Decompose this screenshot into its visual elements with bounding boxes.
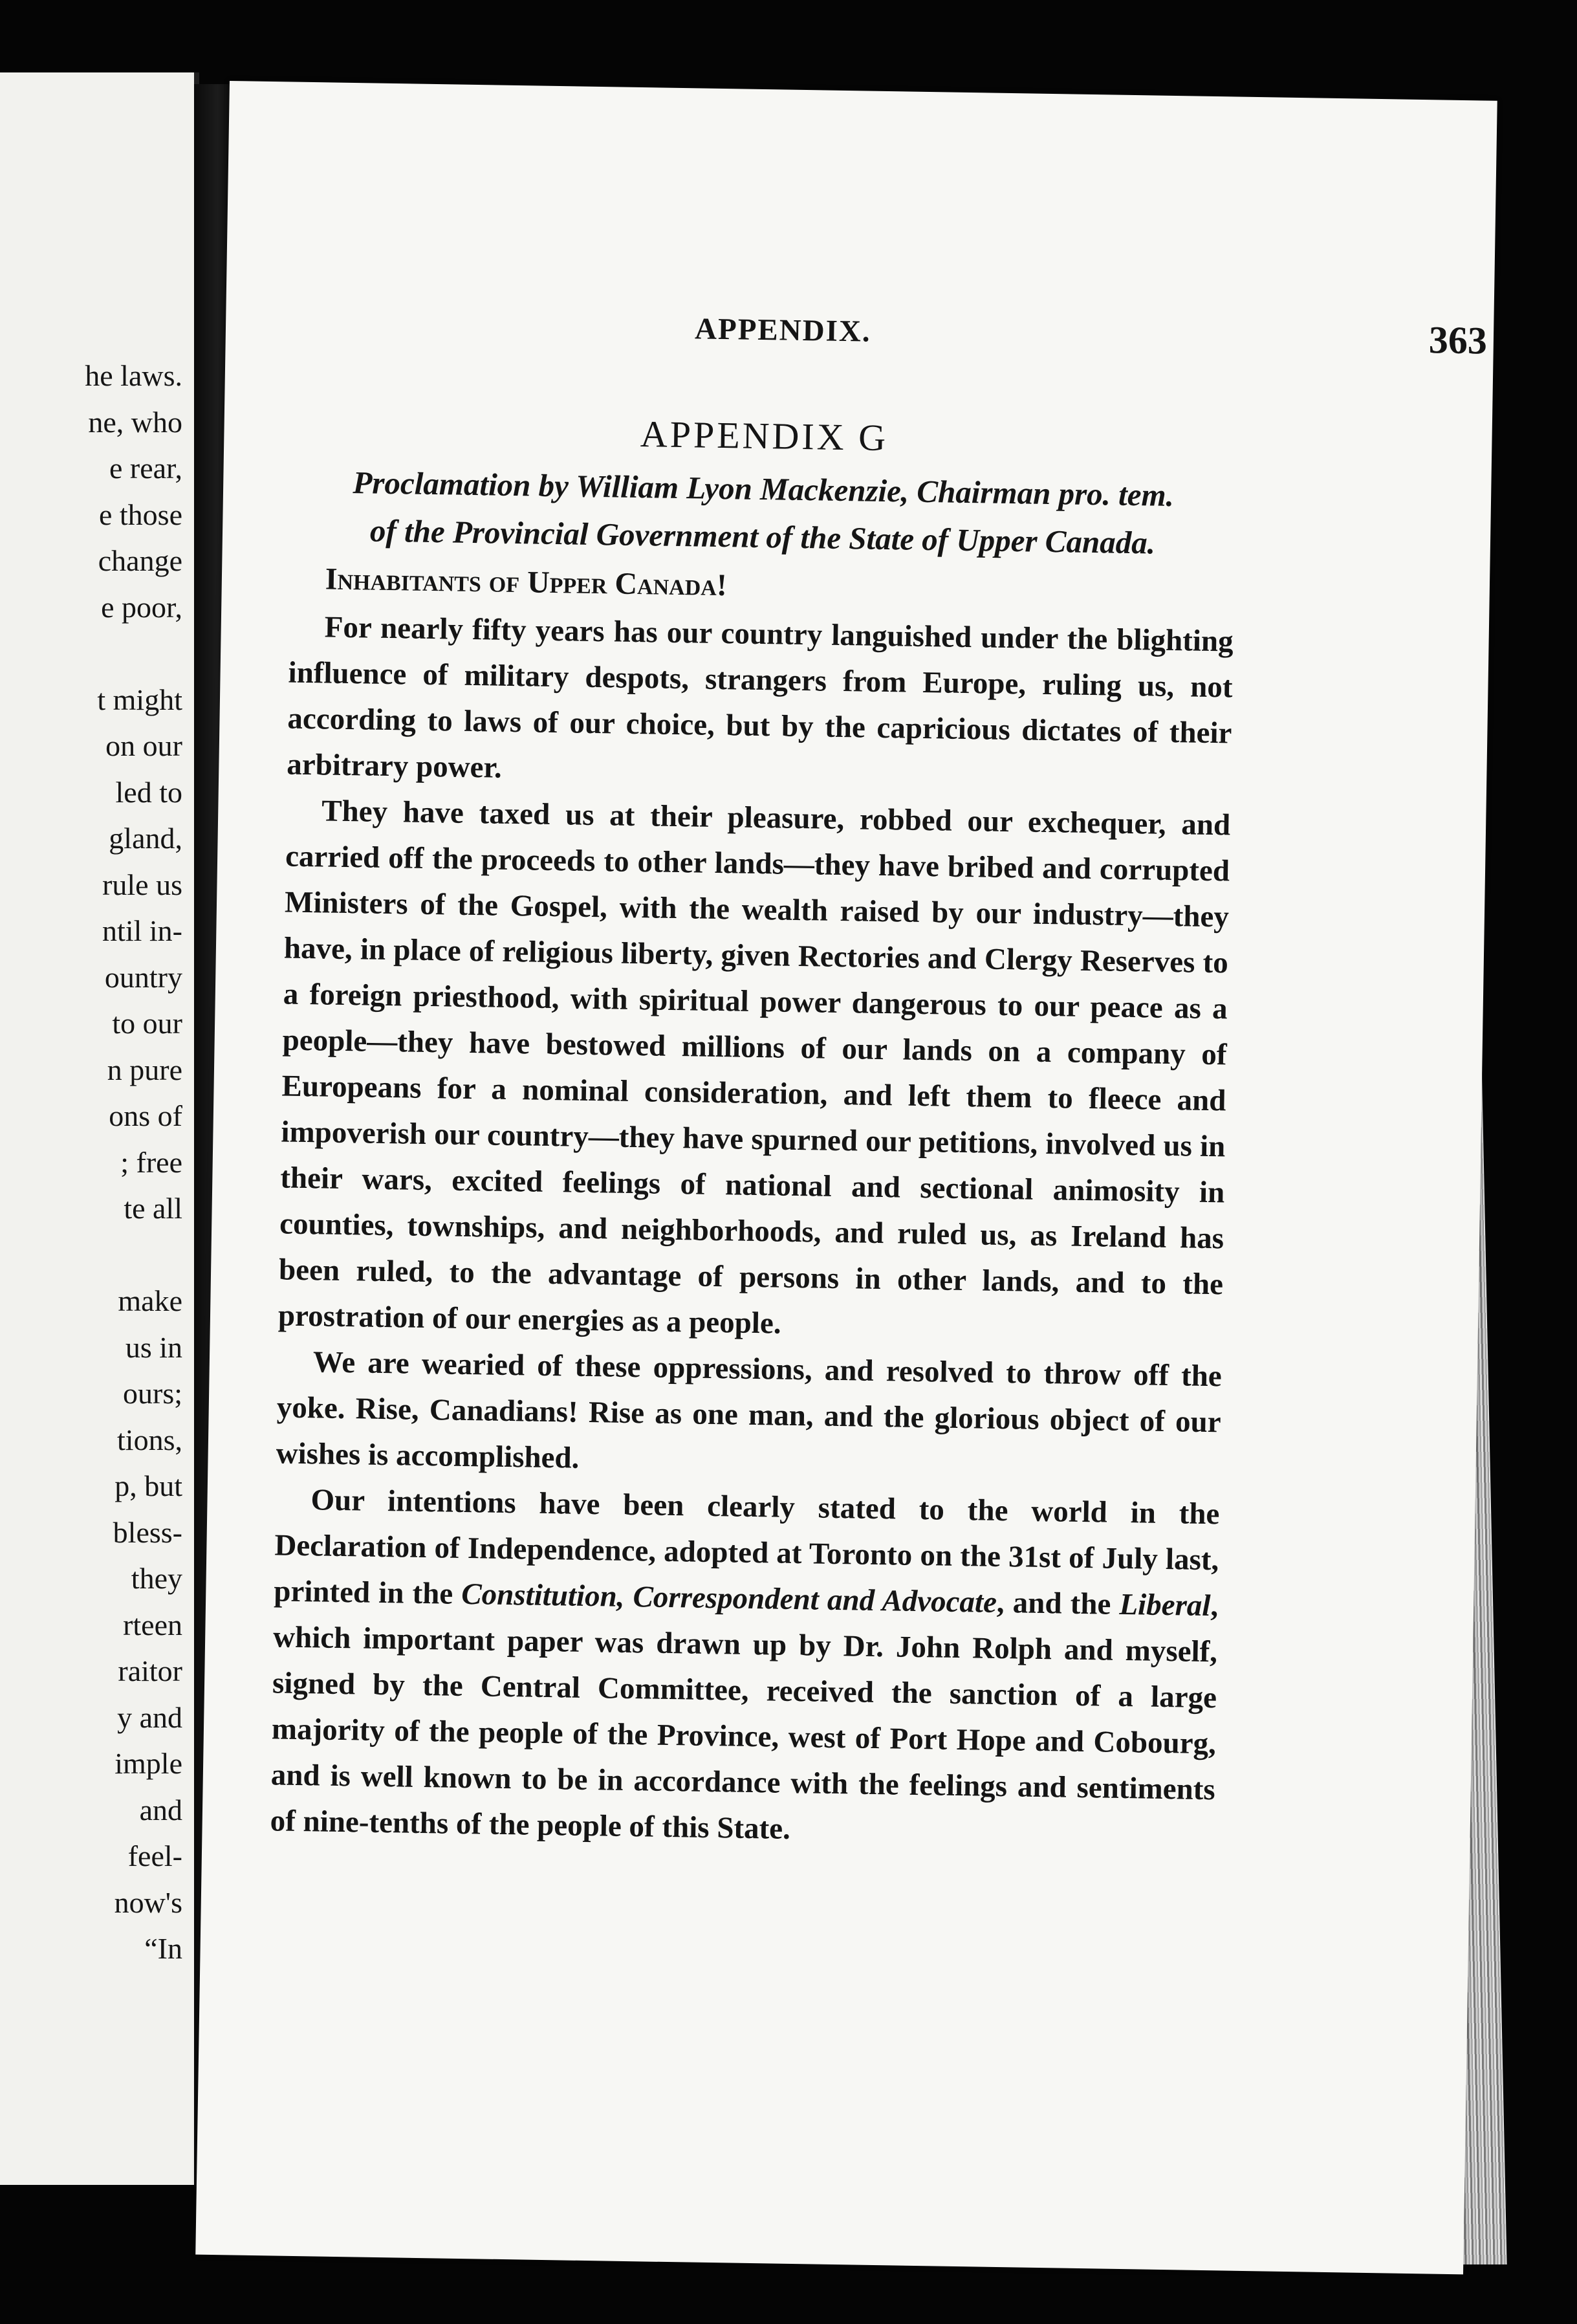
left-line: raitor [118, 1654, 182, 1687]
left-line: ours; [123, 1377, 182, 1410]
left-line: make [118, 1284, 182, 1317]
left-line: e poor, [101, 590, 182, 624]
paragraph-text: , which important paper was drawn up by Dr. John Rolph and myself, signed by the Central Committee, received the sanction of a large majority of the people of the Province, west of Port Hope and Cobourg, and is well known to be in accordance with the feelings and sentiments of nine-tenths of the people of this State. [270, 1589, 1219, 1846]
page-number: 363 [1428, 318, 1488, 362]
left-line: and [139, 1793, 182, 1826]
paragraph-last [270, 1476, 1220, 1859]
left-line: they [131, 1562, 182, 1595]
left-line: ntil in- [102, 914, 182, 947]
left-line: rteen [123, 1608, 182, 1641]
left-line: “In [144, 1932, 182, 1965]
proclamation-title-line-2: of the Provincial Government of the State of Upper Canada. [369, 512, 1156, 561]
left-line: te all [124, 1192, 182, 1225]
left-line: e those [98, 498, 182, 531]
left-page [0, 72, 199, 2185]
left-line: feel- [127, 1839, 182, 1872]
left-line: y and [117, 1700, 182, 1734]
left-line: change [98, 544, 182, 577]
left-line: tions, [117, 1423, 182, 1456]
paragraph: They have taxed us at their pleasure, robbed our exchequer, and carried off the proceeds to other lands—they have bribed and corrupted Ministers of the Gospel, with the wealth raised by our industry—they have, in place of religious liberty, given Rectories and Clergy Reserves to a foreign priesthood, with spiritual power dangerous to our peace as a people—they have bestowed millions of our lands on a company of Europeans for a nominal consideration, and left them to fleece and impoverish our country—they have spurned our petitions, involved us in their wars, excited feelings of national and sectional animosity in counties, townships, and neighborhoods, and ruled us, as Ireland has been ruled, to the advantage of persons in other lands, and to the prostration of our energies as a people. [277, 794, 1231, 1341]
left-line: now's [114, 1885, 182, 1919]
right-page [195, 81, 1497, 2274]
left-line: led to [115, 775, 182, 809]
appendix-heading: APPENDIX G [640, 413, 889, 459]
paragraph-text: , and the [996, 1585, 1120, 1621]
running-title: APPENDIX. [694, 312, 872, 349]
left-line: he laws. [85, 359, 182, 392]
left-line: t might [97, 683, 182, 716]
left-line: ons of [109, 1099, 182, 1132]
left-line: to our [112, 1007, 182, 1040]
address-line: Inhabitants of Upper Canada! [325, 562, 728, 603]
left-line: imple [114, 1747, 182, 1780]
paragraph: We are wearied of these oppressions, and resolved to throw off the yoke. Rise, Canadians! Rise as one man, and the glorious object of our wishes is accomplished. [276, 1345, 1223, 1475]
left-line: n pure [107, 1053, 182, 1086]
left-line: ; free [120, 1145, 182, 1179]
newspaper-title: Constitution, Correspondent and Advocate [461, 1577, 997, 1619]
page-content [270, 406, 1237, 1859]
left-line: e rear, [109, 452, 182, 485]
left-line: bless- [113, 1515, 182, 1549]
left-line [85, 1232, 182, 1278]
left-line: gland, [109, 822, 182, 855]
paragraph-text: Our intentions have been clearly stated to the world in the Declaration of Independence, adopted at Toronto on the 31st of July last, printed in the [273, 1483, 1220, 1611]
left-line: rule us [102, 868, 182, 901]
left-line: us in [125, 1330, 182, 1364]
left-line: p, but [114, 1469, 182, 1502]
newspaper-title: Liberal [1119, 1587, 1211, 1623]
left-line: ountry [104, 960, 182, 994]
left-page-text [85, 353, 182, 1972]
running-head [225, 304, 1494, 376]
paragraph: For nearly fifty years has our country languished under the blighting influence of military despots, strangers from Europe, ruling us, not according to laws of our choice, but by the capricious dictates of their arbitrary power. [287, 610, 1234, 785]
proclamation-title-line-1: Proclamation by William Lyon Mackenzie, Chairman pro. tem. [353, 465, 1175, 514]
left-line: on our [105, 729, 182, 762]
left-line: ne, who [88, 405, 182, 439]
left-line [85, 630, 182, 677]
